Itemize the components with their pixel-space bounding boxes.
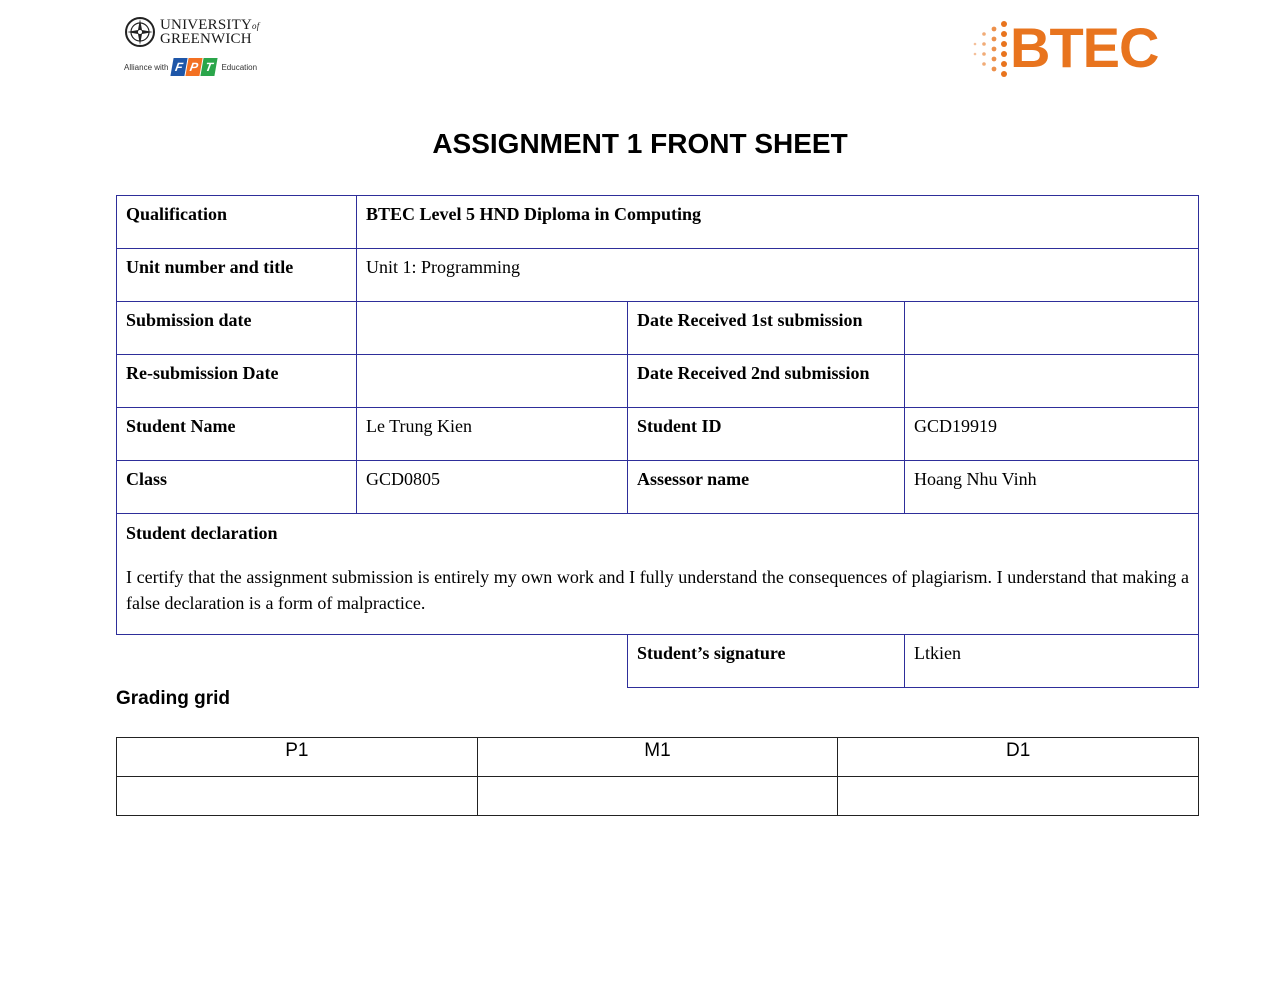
front-sheet-table bbox=[116, 195, 1199, 688]
btec-logo bbox=[968, 16, 1168, 80]
received-2nd-value[interactable] bbox=[905, 355, 1199, 408]
assessor-label: Assessor name bbox=[628, 461, 905, 514]
class-value[interactable]: GCD0805 bbox=[357, 461, 628, 514]
grading-value-row bbox=[117, 777, 1199, 816]
student-declaration bbox=[117, 514, 1199, 635]
grade-value-d1[interactable] bbox=[838, 777, 1199, 816]
assessor-value[interactable]: Hoang Nhu Vinh bbox=[905, 461, 1199, 514]
student-name-value[interactable]: Le Trung Kien bbox=[357, 408, 628, 461]
class-label: Class bbox=[117, 461, 357, 514]
fpt-letter-t: T bbox=[201, 58, 218, 76]
declaration-row bbox=[117, 514, 1199, 635]
grade-header-m1: M1 bbox=[477, 738, 838, 777]
declaration-title: Student declaration bbox=[126, 523, 278, 543]
grading-header-row bbox=[117, 738, 1199, 777]
education-text: Education bbox=[221, 62, 258, 72]
grade-header-p1: P1 bbox=[117, 738, 478, 777]
qualification-value: BTEC Level 5 HND Diploma in Computing bbox=[357, 196, 1199, 249]
btec-dots-icon bbox=[968, 18, 1010, 78]
class-row bbox=[117, 461, 1199, 514]
received-2nd-label: Date Received 2nd submission bbox=[628, 355, 905, 408]
grading-grid-title: Grading grid bbox=[116, 688, 230, 709]
resubmission-date-value[interactable] bbox=[357, 355, 628, 408]
signature-label: Student’s signature bbox=[628, 635, 905, 688]
grade-value-m1[interactable] bbox=[477, 777, 838, 816]
signature-value[interactable]: Ltkien bbox=[905, 635, 1199, 688]
fpt-letter-p: P bbox=[186, 58, 203, 76]
unit-label: Unit number and title bbox=[117, 249, 357, 302]
fpt-logo bbox=[172, 58, 217, 76]
student-id-value[interactable]: GCD19919 bbox=[905, 408, 1199, 461]
resubmission-row bbox=[117, 355, 1199, 408]
uog-wordmark: UNIVERSITYof GREENWICH bbox=[160, 16, 260, 47]
compass-seal-icon bbox=[124, 16, 156, 48]
btec-wordmark: BTEC bbox=[1010, 16, 1159, 79]
qualification-label: Qualification bbox=[117, 196, 357, 249]
unit-value: Unit 1: Programming bbox=[357, 249, 1199, 302]
signature-spacer bbox=[117, 635, 628, 688]
fpt-alliance bbox=[124, 58, 260, 76]
received-1st-label: Date Received 1st submission bbox=[628, 302, 905, 355]
page-title: ASSIGNMENT 1 FRONT SHEET bbox=[432, 128, 848, 159]
qualification-row bbox=[117, 196, 1199, 249]
received-1st-value[interactable] bbox=[905, 302, 1199, 355]
submission-date-value[interactable] bbox=[357, 302, 628, 355]
declaration-text: I certify that the assignment submission is entirely my own work and I fully understand the consequences of plagiarism. I understand that making a false declaration is a form of malpractice. bbox=[126, 567, 1189, 613]
student-name-label: Student Name bbox=[117, 408, 357, 461]
alliance-text: Alliance with bbox=[124, 62, 169, 72]
grading-grid bbox=[116, 737, 1199, 816]
fpt-letter-f: F bbox=[171, 58, 188, 76]
submission-date-label: Submission date bbox=[117, 302, 357, 355]
signature-row bbox=[117, 635, 1199, 688]
grade-header-d1: D1 bbox=[838, 738, 1199, 777]
student-id-label: Student ID bbox=[628, 408, 905, 461]
unit-row bbox=[117, 249, 1199, 302]
university-of-greenwich-logo bbox=[124, 16, 260, 86]
submission-row bbox=[117, 302, 1199, 355]
student-row bbox=[117, 408, 1199, 461]
grade-value-p1[interactable] bbox=[117, 777, 478, 816]
resubmission-date-label: Re-submission Date bbox=[117, 355, 357, 408]
